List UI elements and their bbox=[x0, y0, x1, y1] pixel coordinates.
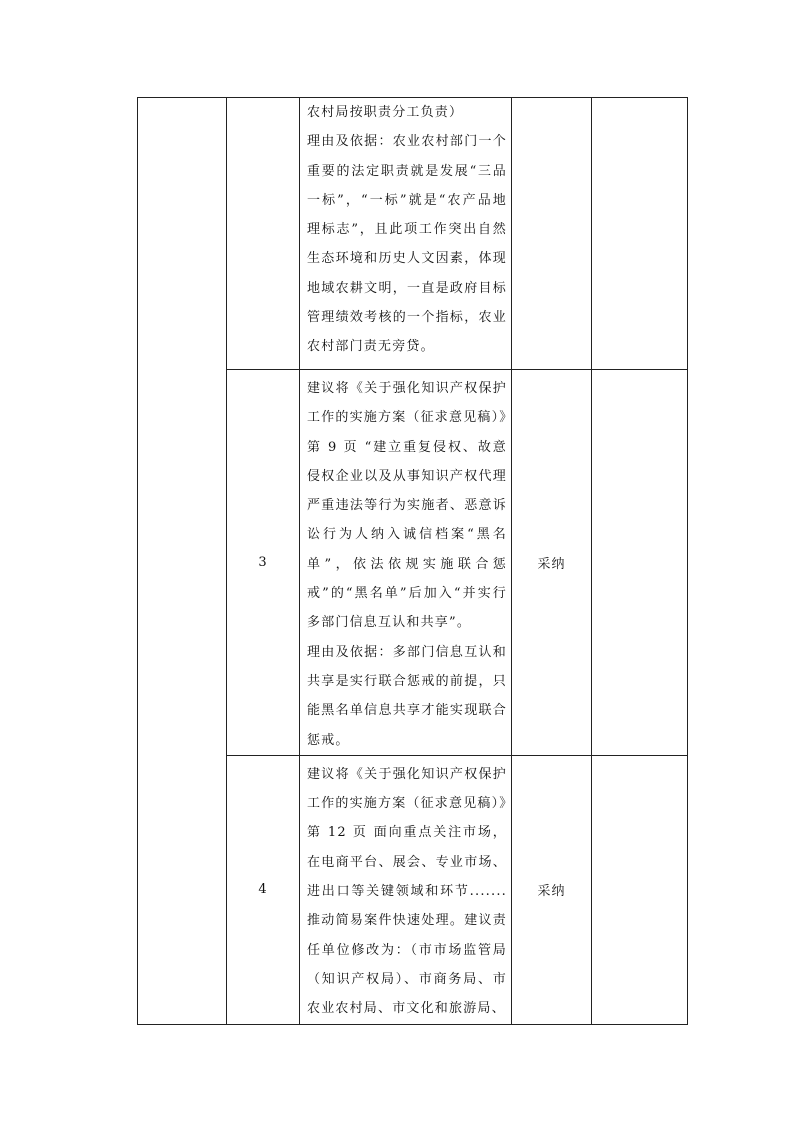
suggestion-paragraph: 建议将《关于强化知识产权保护工作的实施方案（征求意见稿）》第 9 页 “建立重复侵权、故意侵权企业以及从事知识产权代理严重违法等行为实施者、恶意诉讼行为人纳入诚信档案“黑名单”，依法依规实施联合惩戒”的“黑名单”后加入“并实行多部门信息互认和共享”。 bbox=[307, 381, 508, 631]
suggestion-content bbox=[300, 755, 512, 1024]
adoption-result bbox=[512, 98, 592, 370]
suggestion-paragraph: 农村局按职责分工负责） bbox=[307, 105, 464, 120]
row-number: 4 bbox=[227, 755, 300, 1024]
adoption-result: 采纳 bbox=[512, 370, 592, 756]
suggestion-paragraph: 理由及依据：多部门信息互认和共享是实行联合惩戒的前提，只能黑名单信息共享才能实现联合惩戒。 bbox=[307, 644, 507, 748]
suggestion-paragraph: 理由及依据：农业农村部门一个重要的法定职责就是发展“三品一标”，“一标”就是“农产品地理标志”，且此项工作突出自然生态环境和历史人文因素，体现地域农耕文明，一直是政府目标管理绩效考核的一个指标，农业农村部门责无旁贷。 bbox=[307, 134, 507, 355]
note-cell bbox=[592, 755, 688, 1024]
opinion-table bbox=[137, 97, 688, 1025]
note-cell bbox=[592, 98, 688, 370]
table-row bbox=[138, 98, 688, 370]
suggestion-paragraph: 建议将《关于强化知识产权保护工作的实施方案（征求意见稿）》第 12 页 面向重点关注市场，在电商平台、展会、专业市场、进出口等关键领域和环节.......推动简易案件快速处理。建议责任单位修改为：（市市场监管局（知识产权局）、市商务局、市农业农村局、市文化和旅游局、 bbox=[307, 766, 508, 1017]
adoption-result: 采纳 bbox=[512, 755, 592, 1024]
suggestion-content bbox=[300, 370, 512, 756]
merged-left-cell bbox=[138, 98, 227, 1025]
row-number bbox=[227, 98, 300, 370]
note-cell bbox=[592, 370, 688, 756]
row-number: 3 bbox=[227, 370, 300, 756]
suggestion-content bbox=[300, 98, 512, 370]
